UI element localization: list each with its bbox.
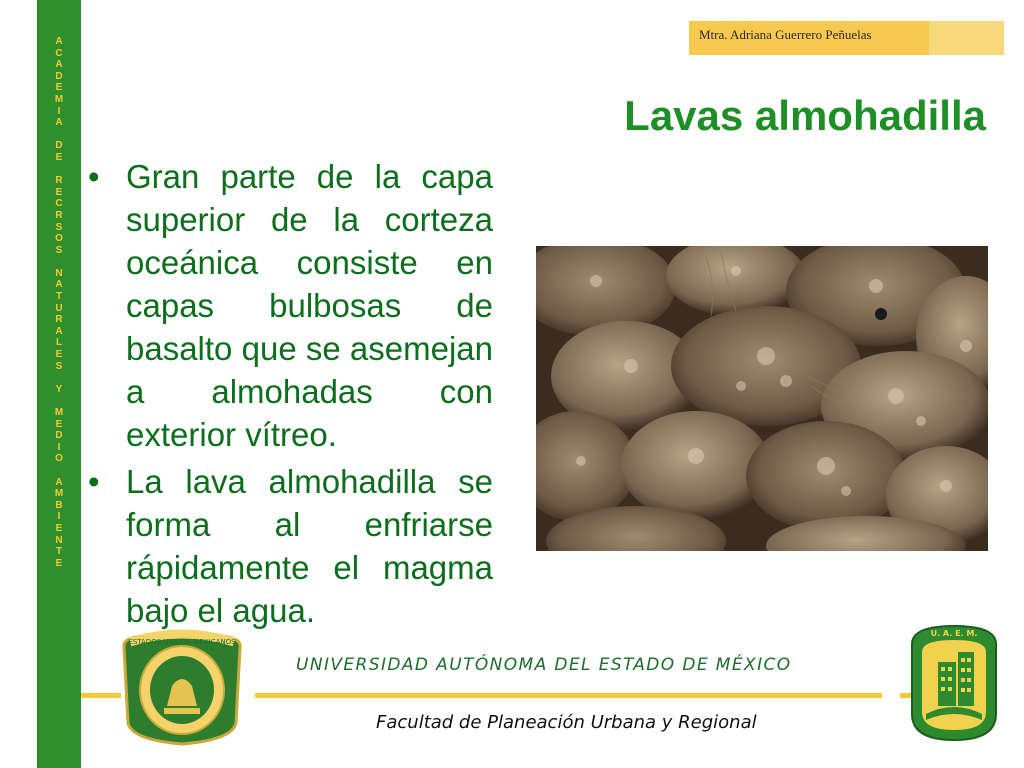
- sidebar-letter: M: [54, 93, 64, 105]
- sidebar-letter: S: [55, 244, 63, 256]
- bullet-text: La lava almohadilla se forma al enfriarse rápidamente el magma bajo el agua.: [126, 463, 493, 629]
- sidebar-letter: R: [55, 209, 63, 221]
- sidebar-letter: S: [55, 221, 63, 233]
- bullet-item: [88, 460, 493, 632]
- sidebar-letter: I: [57, 511, 61, 523]
- pillow-lava-photo: [536, 246, 988, 551]
- sidebar-letter: T: [55, 291, 63, 303]
- sidebar-letter: R: [55, 175, 63, 187]
- sidebar-vertical-text: [37, 36, 81, 569]
- sidebar-letter: E: [55, 349, 63, 361]
- sidebar-band: [37, 0, 81, 768]
- sidebar-letter: E: [55, 151, 63, 163]
- sidebar-letter: D: [55, 430, 63, 442]
- sidebar-letter: E: [55, 557, 63, 569]
- sidebar-letter: C: [55, 47, 63, 59]
- sidebar-letter: A: [55, 59, 63, 71]
- sidebar-letter: C: [55, 198, 63, 210]
- sidebar-letter: E: [55, 186, 63, 198]
- faculty-name: Facultad de Planeación Urbana y Regional: [376, 712, 757, 733]
- bullet-item: [88, 155, 493, 456]
- author-box: [689, 21, 1004, 55]
- mexico-coat-of-arms-logo: [112, 628, 252, 748]
- sidebar-letter: O: [55, 233, 63, 245]
- sidebar-letter: A: [55, 279, 63, 291]
- sidebar-letter: N: [55, 267, 63, 279]
- sidebar-letter: L: [55, 337, 63, 349]
- sidebar-letter: M: [54, 488, 64, 500]
- sidebar-letter: A: [55, 325, 63, 337]
- sidebar-letter: D: [55, 70, 63, 82]
- author-name: Mtra. Adriana Guerrero Peñuelas: [699, 27, 872, 42]
- sidebar-letter: O: [55, 453, 63, 465]
- sidebar-letter: D: [55, 140, 63, 152]
- bullet-icon: •: [88, 463, 100, 500]
- sidebar-letter: A: [55, 36, 63, 47]
- sidebar-letter: E: [55, 522, 63, 534]
- sidebar-letter: S: [55, 360, 63, 372]
- sidebar-letter: N: [55, 534, 63, 546]
- footer-rule: [255, 693, 882, 698]
- university-name: UNIVERSIDAD AUTÓNOMA DEL ESTADO DE MÉXICO: [296, 655, 792, 675]
- slide-title: Lavas almohadilla: [624, 92, 986, 139]
- sidebar-letter: I: [57, 441, 61, 453]
- uaem-faculty-seal-logo: [908, 622, 1000, 744]
- sidebar-letter: U: [55, 302, 63, 314]
- sidebar-letter: Y: [55, 383, 63, 395]
- sidebar-letter: M: [54, 407, 64, 418]
- sidebar-letter: B: [55, 499, 63, 511]
- seal-left-text: ESTADOS UNIDOS MEXICANOS: [128, 638, 236, 646]
- bullet-icon: •: [88, 158, 100, 195]
- sidebar-letter: I: [57, 105, 61, 117]
- bullet-list: [88, 155, 493, 636]
- sidebar-letter: T: [55, 546, 63, 558]
- sidebar-letter: E: [55, 418, 63, 430]
- sidebar-letter: A: [55, 476, 63, 488]
- sidebar-letter: A: [55, 117, 63, 129]
- bullet-text: Gran parte de la capa superior de la corteza oceánica consiste en capas bulbosas de basalto que se asemejan a almohadas con exterior vítreo.: [126, 158, 493, 453]
- seal-right-text: U. A. E. M.: [930, 629, 978, 638]
- pillow-lava-image: [536, 246, 988, 551]
- sidebar-letter: R: [55, 314, 63, 326]
- sidebar-letter: E: [55, 82, 63, 94]
